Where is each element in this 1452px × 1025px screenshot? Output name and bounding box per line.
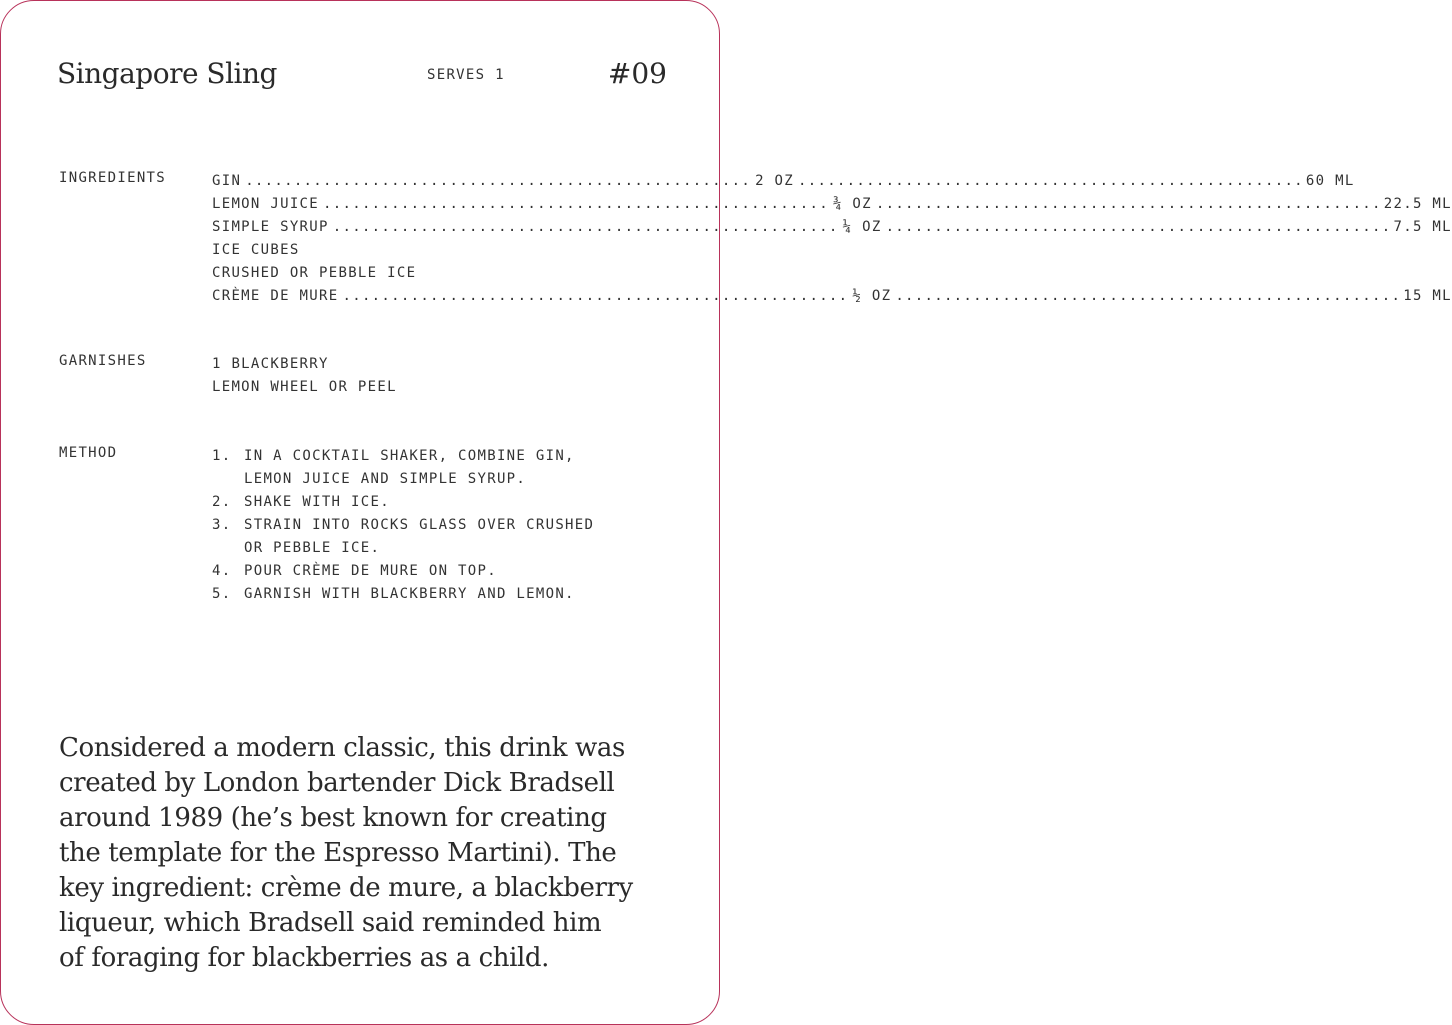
description-line: key ingredient: crème de mure, a blackberry — [59, 873, 633, 903]
step-text: POUR CRÈME DE MURE ON TOP. — [244, 563, 497, 579]
description-line: Considered a modern classic, this drink was — [59, 733, 625, 763]
leader-dots: .................................................... — [342, 288, 849, 304]
description-line: created by London bartender Dick Bradsell — [59, 768, 615, 798]
ingredients-label: INGREDIENTS — [59, 170, 167, 186]
ingredient-name: CRÈME DE MURE — [212, 288, 339, 304]
step-number: 5. — [212, 586, 232, 602]
step-text: GARNISH WITH BLACKBERRY AND LEMON. — [244, 586, 575, 602]
description-line: liqueur, which Bradsell said reminded him — [59, 908, 602, 938]
ingredient-oz: ¾ OZ — [832, 196, 872, 212]
ingredient-ml: 60 ML — [1305, 173, 1355, 189]
serves-label: SERVES 1 — [427, 67, 505, 83]
ingredient-oz: ½ OZ — [852, 288, 892, 304]
step-text: OR PEBBLE ICE. — [244, 540, 381, 556]
leader-dots: .................................................... — [245, 173, 752, 189]
ingredient-name: CRUSHED OR PEBBLE ICE — [212, 265, 417, 281]
recipe-title: Singapore Sling — [57, 57, 277, 90]
ingredient-ml: 7.5 ML — [1393, 219, 1452, 235]
ingredient-row — [212, 216, 1452, 239]
ingredient-ml: 15 ML — [1403, 288, 1452, 304]
ingredient-row — [212, 262, 664, 285]
ingredient-name: SIMPLE SYRUP — [212, 219, 329, 235]
method-label: METHOD — [59, 445, 118, 461]
method-step — [212, 560, 664, 583]
ingredient-name: GIN — [212, 173, 242, 189]
description-line: around 1989 (he’s best known for creating — [59, 803, 607, 833]
leader-dots: .................................................... — [895, 288, 1402, 304]
garnishes-label: GARNISHES — [59, 353, 147, 369]
method-step — [212, 491, 664, 514]
leader-dots: .................................................... — [798, 173, 1304, 189]
ingredients-list — [212, 170, 1452, 308]
step-number: 4. — [212, 563, 232, 579]
garnish-item: 1 BLACKBERRY — [212, 356, 329, 372]
method-list — [212, 445, 664, 606]
step-text: LEMON JUICE AND SIMPLE SYRUP. — [244, 471, 527, 487]
ingredient-row — [212, 170, 1355, 193]
method-step — [212, 583, 664, 606]
description-line: of foraging for blackberries as a child. — [59, 943, 550, 973]
step-number: 3. — [212, 517, 232, 533]
leader-dots: .................................................... — [332, 219, 839, 235]
leader-dots: .................................................... — [875, 196, 1382, 212]
leader-dots: .................................................... — [323, 196, 829, 212]
ingredient-row — [212, 285, 1452, 308]
method-step — [212, 445, 664, 491]
ingredient-oz: ¼ OZ — [842, 219, 882, 235]
step-number: 2. — [212, 494, 232, 510]
step-text: SHAKE WITH ICE. — [244, 494, 390, 510]
ingredient-row — [212, 239, 664, 262]
ingredient-ml: 22.5 ML — [1383, 196, 1452, 212]
step-number: 1. — [212, 448, 232, 464]
recipe-number: #09 — [607, 57, 667, 90]
ingredient-name: LEMON JUICE — [212, 196, 320, 212]
method-step — [212, 514, 664, 560]
step-text: STRAIN INTO ROCKS GLASS OVER CRUSHED — [244, 517, 595, 533]
leader-dots: .................................................... — [885, 219, 1392, 235]
ingredient-row — [212, 193, 1452, 216]
garnishes-list — [212, 353, 664, 399]
recipe-description — [59, 731, 669, 976]
ingredient-oz: 2 OZ — [755, 173, 795, 189]
garnish-item: LEMON WHEEL OR PEEL — [212, 379, 397, 395]
description-line: the template for the Espresso Martini). The — [59, 838, 617, 868]
ingredient-name: ICE CUBES — [212, 242, 300, 258]
step-text: IN A COCKTAIL SHAKER, COMBINE GIN, — [244, 448, 575, 464]
